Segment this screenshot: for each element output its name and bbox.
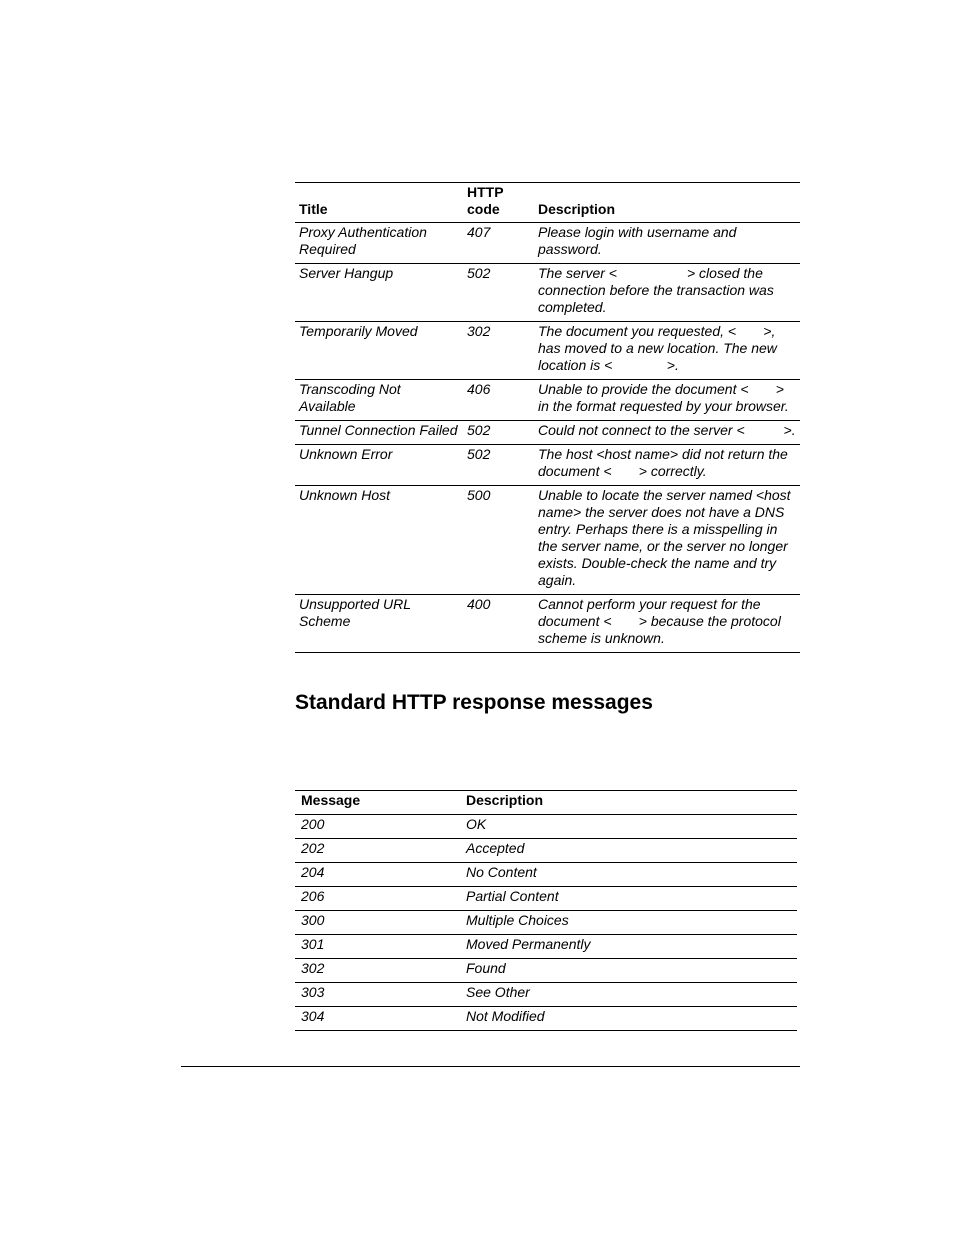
row-message: 200 bbox=[295, 815, 460, 839]
table-row bbox=[295, 959, 797, 983]
table-row bbox=[295, 1007, 797, 1031]
response-messages-table bbox=[295, 790, 797, 1031]
table-row bbox=[295, 911, 797, 935]
row-title: Server Hangup bbox=[295, 264, 463, 322]
table-row bbox=[295, 322, 800, 380]
row-title: Tunnel Connection Failed bbox=[295, 421, 463, 445]
row-message: 301 bbox=[295, 935, 460, 959]
table-row bbox=[295, 445, 800, 486]
table-row bbox=[295, 983, 797, 1007]
header-description: Description bbox=[460, 791, 797, 815]
row-code: 502 bbox=[463, 421, 534, 445]
row-message: 204 bbox=[295, 863, 460, 887]
row-message: 202 bbox=[295, 839, 460, 863]
row-description: Partial Content bbox=[460, 887, 797, 911]
row-message: 206 bbox=[295, 887, 460, 911]
row-title: Proxy Authentication Required bbox=[295, 223, 463, 264]
table-row bbox=[295, 380, 800, 421]
row-title: Temporarily Moved bbox=[295, 322, 463, 380]
table-row bbox=[295, 264, 800, 322]
row-title: Unknown Error bbox=[295, 445, 463, 486]
table-row bbox=[295, 839, 797, 863]
row-message: 302 bbox=[295, 959, 460, 983]
table-row bbox=[295, 815, 797, 839]
row-message: 304 bbox=[295, 1007, 460, 1031]
row-description: Found bbox=[460, 959, 797, 983]
row-description: The document you requested, < >, has moved to a new location. The new location is < >. bbox=[534, 322, 800, 380]
header-http-code bbox=[463, 183, 534, 223]
row-title: Unsupported URL Scheme bbox=[295, 595, 463, 653]
row-code: 500 bbox=[463, 486, 534, 595]
header-description: Description bbox=[534, 183, 800, 223]
row-description: Not Modified bbox=[460, 1007, 797, 1031]
row-description: Multiple Choices bbox=[460, 911, 797, 935]
row-description: See Other bbox=[460, 983, 797, 1007]
row-description: Unable to provide the document < > in the format requested by your browser. bbox=[534, 380, 800, 421]
row-title: Transcoding Not Available bbox=[295, 380, 463, 421]
row-code: 302 bbox=[463, 322, 534, 380]
table-row bbox=[295, 486, 800, 595]
error-messages-table bbox=[295, 182, 800, 653]
row-description: Moved Permanently bbox=[460, 935, 797, 959]
row-description: The host <host name> did not return the document < > correctly. bbox=[534, 445, 800, 486]
row-code: 400 bbox=[463, 595, 534, 653]
header-message: Message bbox=[295, 791, 460, 815]
row-code: 407 bbox=[463, 223, 534, 264]
table-row bbox=[295, 223, 800, 264]
row-message: 300 bbox=[295, 911, 460, 935]
row-description: Could not connect to the server < >. bbox=[534, 421, 800, 445]
header-title: Title bbox=[295, 183, 463, 223]
row-code: 406 bbox=[463, 380, 534, 421]
section-title: Standard HTTP response messages bbox=[295, 691, 653, 714]
table-row bbox=[295, 421, 800, 445]
table-header-row bbox=[295, 791, 797, 815]
row-title: Unknown Host bbox=[295, 486, 463, 595]
header-http-code-label: HTTP code bbox=[467, 184, 504, 217]
row-description: Unable to locate the server named <host name> the server does not have a DNS entry. Perhaps there is a misspelling in the server name, or the server no longer exists. Double-check the name and try again. bbox=[534, 486, 800, 595]
row-description: OK bbox=[460, 815, 797, 839]
footer-divider bbox=[181, 1066, 800, 1067]
row-code: 502 bbox=[463, 264, 534, 322]
table-header-row bbox=[295, 183, 800, 223]
table-row bbox=[295, 863, 797, 887]
table-row bbox=[295, 595, 800, 653]
row-message: 303 bbox=[295, 983, 460, 1007]
row-description: The server < > closed the connection before the transaction was completed. bbox=[534, 264, 800, 322]
row-description: Accepted bbox=[460, 839, 797, 863]
row-code: 502 bbox=[463, 445, 534, 486]
row-description: Please login with username and password. bbox=[534, 223, 800, 264]
table-row bbox=[295, 935, 797, 959]
row-description: Cannot perform your request for the document < > because the protocol scheme is unknown. bbox=[534, 595, 800, 653]
row-description: No Content bbox=[460, 863, 797, 887]
table-row bbox=[295, 887, 797, 911]
